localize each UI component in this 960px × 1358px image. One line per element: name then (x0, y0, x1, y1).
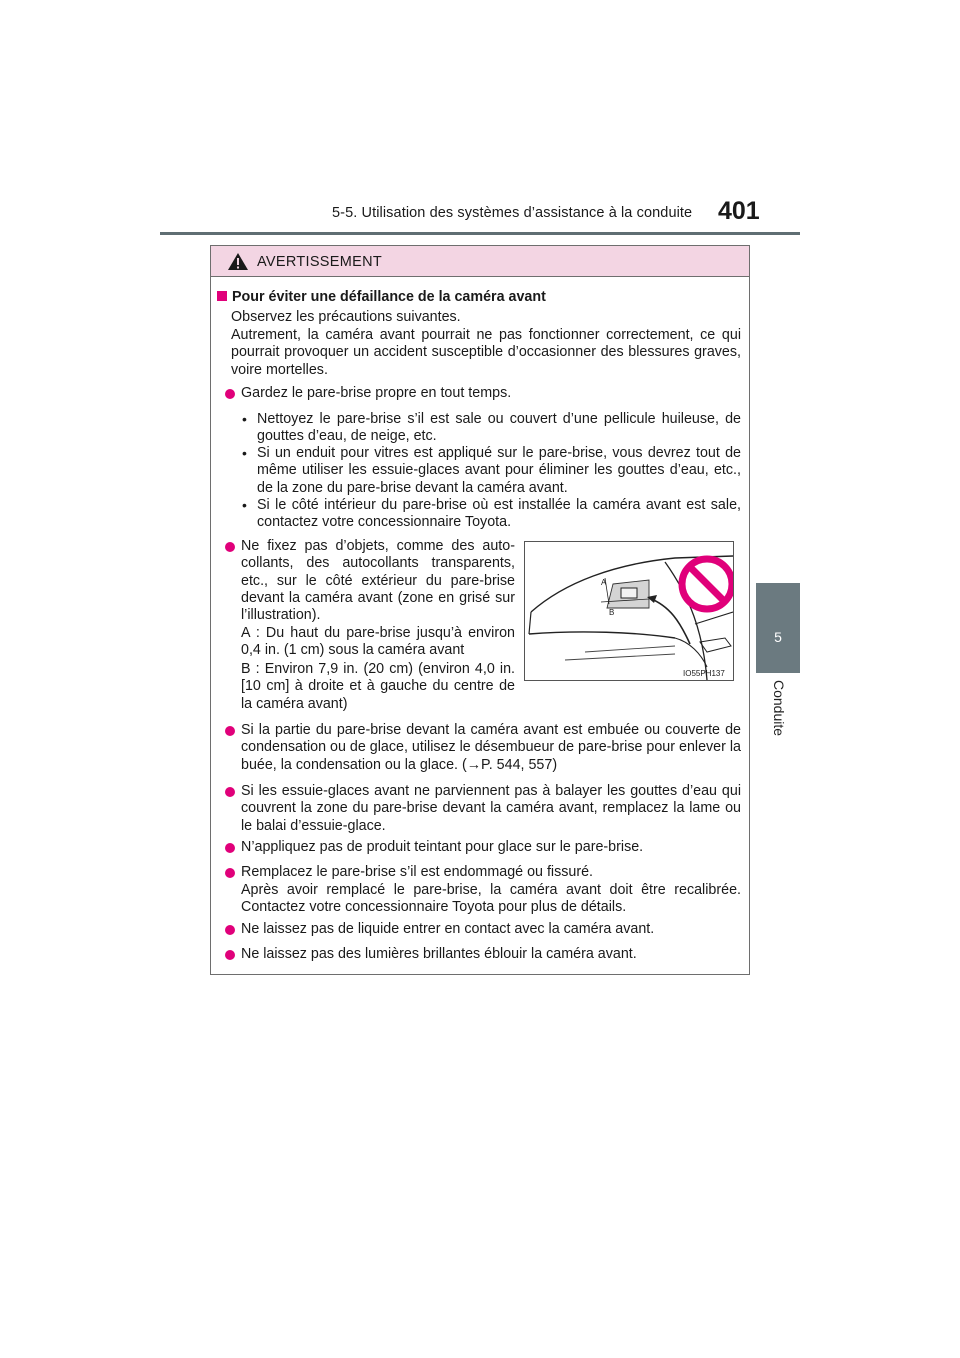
header-rule (160, 232, 800, 235)
label-b: B (609, 608, 615, 617)
warning-heading: Pour éviter une défaillance de la caméra avant (217, 289, 737, 306)
bullet-2-a: A : Du haut du pare-brise jusqu’à environ 0,4 in. (1 cm) sous la caméra avant (241, 625, 515, 659)
chapter-label: Conduite (771, 680, 787, 737)
sub-item-2: Si un enduit pour vitres est appliqué sur le pare-brise, vous devrez tout de même utiliser les essuie-glaces avant pour éliminer les gouttes d’eau, etc., de la zone du pare-brise devant la caméra avant. (257, 445, 741, 496)
windshield-drawing (525, 542, 733, 680)
illustration-code: IO55PH137 (683, 669, 725, 678)
bullet-5: N’appliquez pas de produit teintant pour glace sur le pare-brise. (241, 839, 644, 855)
bullet-4: Si les essuie-glaces avant ne parviennent pas à balayer les gouttes d’eau qui couvrent la zone du pare-brise devant la caméra avant, remplacez la lame ou le balai d’essuie-glace. (241, 783, 741, 834)
bullet-icon (225, 925, 235, 935)
page-header (0, 0, 960, 240)
bullet-2-b: B : Environ 7,9 in. (20 cm) (environ 4,0 in. [10 cm] à droite et à gauche du centre de la caméra avant) (241, 661, 515, 712)
bullet-7: Ne laissez pas de liquide entrer en contact avec la caméra avant. (241, 921, 655, 937)
intro-line-1: Observez les précautions suivantes. (231, 309, 461, 325)
bullet-icon (225, 726, 235, 736)
label-a: A (601, 578, 607, 587)
page-number: 401 (718, 197, 760, 225)
bullet-icon (225, 389, 235, 399)
sub-item-1: Nettoyez le pare-brise s’il est sale ou couvert d’une pellicule huileuse, de gouttes d’eau, de neige, etc. (257, 411, 741, 445)
square-bullet-icon (217, 291, 227, 301)
bullet-8: Ne laissez pas des lumières brillantes éblouir la caméra avant. (241, 946, 637, 962)
windshield-illustration (524, 541, 734, 681)
bullet-icon (225, 787, 235, 797)
warning-title: AVERTISSEMENT (257, 254, 383, 270)
bullet-3: Si la partie du pare-brise devant la caméra avant est embuée ou couverte de condensation ou de glace, utilisez le désembueur de pare-brise pour enlever la buée, la condensation ou la glace. (→P. 544, 557) (241, 722, 741, 773)
bullet-1: Gardez le pare-brise propre en tout temps. (241, 385, 512, 401)
bullet-6b: Après avoir remplacé le pare-brise, la caméra avant doit être recalibrée. Contactez votre concessionnaire Toyota pour plus de détails. (241, 882, 741, 916)
bullet-icon (225, 868, 235, 878)
bullet-6a: Remplacez le pare-brise s’il est endommagé ou fissuré. (241, 864, 594, 880)
bullet-icon (225, 542, 235, 552)
warning-header (211, 246, 749, 277)
chapter-tab (756, 583, 800, 673)
bullet-icon (225, 843, 235, 853)
bullet-icon (225, 950, 235, 960)
section-title: 5-5. Utilisation des systèmes d’assistance à la conduite (332, 205, 693, 221)
warning-triangle-icon (227, 252, 249, 271)
intro-paragraph: Autrement, la caméra avant pourrait ne pas fonctionner correctement, ce qui pourrait provoquer un accident susceptible d’occasionner des blessures graves, voire mortelles. (231, 327, 741, 378)
bullet-2: Ne fixez pas d’objets, comme des autocollants, des autocollants transparents, etc., sur le côté extérieur du pare-brise devant la caméra avant (zone en grisé sur l’illustration). (241, 538, 515, 624)
chapter-number: 5 (774, 629, 782, 645)
warning-box: AVERTISSEMENT Pour éviter une défaillance de la caméra avant Observez les précautions suivantes. Autrement, la caméra avant pourrait ne pas fonctionner correctement, ce qui pourrait provoquer un accident susceptible d’occasionner des blessures graves, voire mortelles. Gardez le pare-brise propre en tout temps. • Nettoyez le pare-brise s’il est sale ou couvert d’une pellicule huileuse, de gouttes d’eau, de neige, etc. • Si un enduit pour vitres est appliqué sur le pare-brise, vous devrez tout de même utiliser les essuie-glaces avant pour éliminer les gouttes d’eau, etc., de la zone du pare-brise devant la caméra avant. • Si le côté intérieur du pare-brise où est installée la caméra avant est sale, contactez votre concessionnaire Toyota. Ne fixez pas d’objets, comme des autocollants, des autocollants transparents, etc., sur le côté extérieur du pare-brise devant la caméra avant (zone en grisé sur l’illustration). A : Du haut du pare-brise jusqu’à environ 0,4 in. (1 cm) sous la caméra avant B : Environ 7,9 in. (20 cm) (environ 4,0 in. [10 cm] à droite et à gauche du centre de la caméra avant) Si la partie du pare-brise devant la caméra avant est embuée ou couverte de condensation ou de glace, utilisez le désembueur de pare-brise pour enlever la buée, la condensation ou la glace. (→P. 544, 557) Si les essuie-glaces avant ne parviennent pas à balayer les gouttes d’eau qui couvrent la zone du pare-brise devant la caméra avant, remplacez la lame ou le balai d’essuie-glace. N’appliquez pas de produit teintant pour glace sur le pare-brise. Remplacez le pare-brise s’il est endommagé ou fissuré. Après avoir remplacé le pare-brise, la caméra avant doit être recalibrée. Contactez votre concessionnaire Toyota pour plus de détails. Ne laissez pas de liquide entrer en contact avec la caméra avant. Ne laissez pas des lumières brillantes éblouir la caméra avant. (210, 245, 750, 975)
sub-item-3: Si le côté intérieur du pare-brise où est installée la caméra avant est sale, contactez votre concessionnaire Toyota. (257, 497, 741, 531)
